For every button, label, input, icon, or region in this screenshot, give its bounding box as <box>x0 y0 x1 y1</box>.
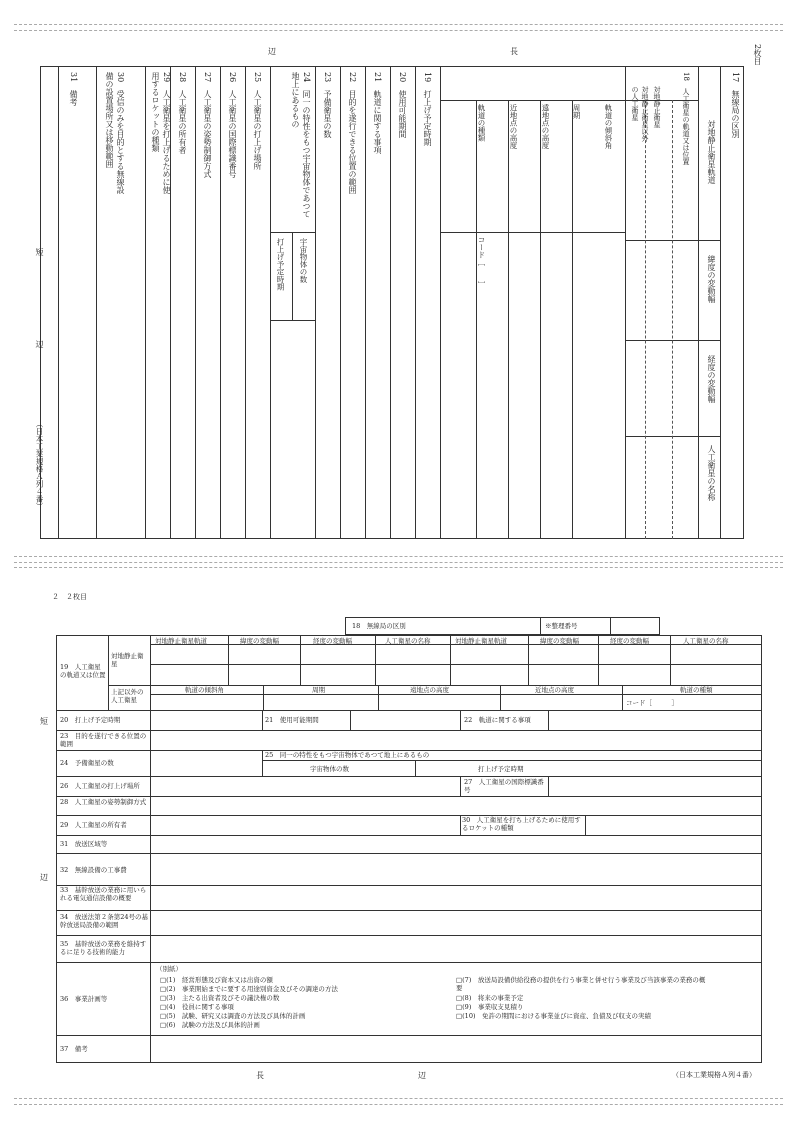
plan-item[interactable]: □(1) 経営形態及び資本又は出資の額 <box>160 976 273 984</box>
page-separator <box>14 24 783 25</box>
row36-label: 36 事業計画等 <box>60 995 108 1003</box>
plan-item[interactable]: □(2) 事業開始までに要する用途別資金及びその調達の方法 <box>160 985 338 993</box>
col-label-29: 29 人工衛星を打上げるために使用するロケットの種類 <box>151 72 171 195</box>
row26-label: 26 人工衛星の打上げ場所 <box>60 782 140 790</box>
geo-header: 経度の変動幅 <box>610 637 649 645</box>
row31-label: 31 放送区域等 <box>60 840 108 848</box>
non-geo-sat-label: 対地静止衛星以外の人工衛星 <box>631 86 649 142</box>
orbit-inclination-label: 軌道の傾斜角 <box>604 104 613 149</box>
row35-label: 35 基幹放送の業務を維持するに足りる技術的能力 <box>60 940 147 956</box>
side-label: 短 <box>40 717 48 726</box>
orbit-header: 周期 <box>312 686 325 694</box>
jis-note: （日本工業規格Ａ列４番） <box>672 1071 756 1079</box>
side-label: 辺 <box>35 340 44 348</box>
row37-label: 37 備考 <box>60 1045 88 1053</box>
geo-sat-label: 対地静止衛星 <box>653 86 661 128</box>
row20-label: 20 打上げ予定時期 <box>60 716 121 724</box>
col-label-24: 24 同一の特性をもつ宇宙物体であつて地上にあるもの <box>291 72 311 219</box>
edge-label: 辺 <box>268 47 276 56</box>
col-label-27: 27 人工衛星の姿勢制御方式 <box>203 72 212 179</box>
launch-time-label: 打上げ予定時期 <box>276 238 285 291</box>
sheet-number: ２ ２枚目 <box>52 593 87 601</box>
row21-label: 21 使用可能期間 <box>265 716 319 724</box>
page-separator <box>14 562 783 563</box>
row22-label: 22 軌道に関する事項 <box>464 716 531 724</box>
edge-label: 長 <box>510 47 518 56</box>
col-label-23: 23 予備衛星の数 <box>323 72 332 139</box>
attachment-label: （別紙） <box>156 965 182 973</box>
geo-header: 人工衛星の名称 <box>683 637 729 645</box>
jis-note: （日本工業規格Ａ列４番） <box>35 420 44 510</box>
code-label: コード［ ］ <box>626 699 678 707</box>
col-label-22: 22 目的を遂行できる位置の範囲 <box>348 72 357 195</box>
page-separator <box>14 1104 783 1105</box>
apogee-label: 遠地点の高度 <box>541 104 550 149</box>
plan-item[interactable]: □(9) 事業収支見積り <box>456 1003 524 1011</box>
col-label-20: 20 使用可能期間 <box>398 72 407 139</box>
page-separator <box>14 567 783 568</box>
plan-item[interactable]: □(4) 役員に関する事項 <box>160 1003 234 1011</box>
plan-item[interactable]: □(3) 主たる出資者及びその議決権の数 <box>160 994 280 1002</box>
orbit-header: 遠地点の高度 <box>410 686 449 694</box>
plan-item[interactable]: □(5) 試験、研究又は調査の方法及び具体的計画 <box>160 1012 306 1020</box>
geo-header: 経度の変動幅 <box>313 637 352 645</box>
col-label-17: 17 無線局の区別 <box>731 72 740 139</box>
col-label-26: 26 人工衛星の国際標識番号 <box>228 72 237 179</box>
col-label-18: 18 人工衛星の軌道又は位置 <box>682 72 690 165</box>
plan-item[interactable]: □(10) 免許の期間における事業並びに資産、負債及び収支の実績 <box>456 1012 651 1020</box>
col-label-31: 31 備考 <box>69 72 78 107</box>
geo-header: 対地静止衛星軌道 <box>155 637 207 645</box>
lat-range-label: 緯度の変動幅 <box>707 255 716 303</box>
page-separator <box>14 556 783 557</box>
geo-header: 緯度の変動幅 <box>240 637 279 645</box>
row25-launch-label: 打上げ予定時期 <box>478 765 524 773</box>
col-label-25: 25 人工衛星の打上げ場所 <box>253 72 262 171</box>
col-label-19: 19 打上げ予定時期 <box>423 72 432 147</box>
col-label-28: 28 人工衛星の所有者 <box>178 72 187 155</box>
geo-header: 対地静止衛星軌道 <box>455 637 507 645</box>
geo-header: 緯度の変動幅 <box>540 637 579 645</box>
page-separator <box>14 1098 783 1099</box>
row34-label: 34 放送法第２条第24号の基幹放送局設備の範囲 <box>60 913 149 929</box>
row33-label: 33 基幹放送の業務に用いられる電気通信設備の概要 <box>60 886 147 902</box>
col-label-30: 30 受信のみを目的とする無線設備の設置場所又は移動範囲 <box>105 72 125 195</box>
row28-label: 28 人工衛星の姿勢制御方式 <box>60 798 147 806</box>
plan-item[interactable]: □(8) 将来の事業予定 <box>456 994 524 1002</box>
row27-label: 27 人工衛星の国際標識番号 <box>464 778 544 794</box>
perigee-label: 近地点の高度 <box>509 104 518 149</box>
row25-count-label: 宇宙物体の数 <box>310 765 349 773</box>
orbit-header: 軌道の傾斜角 <box>185 686 224 694</box>
orbit-header: 近地点の高度 <box>535 686 574 694</box>
same-count-label: 宇宙物体の数 <box>299 238 308 283</box>
orbit-type-label: 軌道の種類 <box>477 104 486 142</box>
side-label: 辺 <box>40 873 48 882</box>
code-label: コード［ ］ <box>477 236 486 289</box>
row30-label: 30 人工衛星を打ち上げるために使用するロケットの種類 <box>462 816 581 832</box>
orbit-header: 軌道の種類 <box>680 686 713 694</box>
plan-item[interactable]: □(7) 放送局設備供給役務の提供を行う事業と併せ行う事業及び当該事業の業務の概要 <box>456 976 706 992</box>
row29-label: 29 人工衛星の所有者 <box>60 821 127 829</box>
row24-label: 24 予備衛星の数 <box>60 759 114 767</box>
orbit-period-label: 周期 <box>572 104 581 119</box>
page-separator <box>14 30 783 31</box>
sat-name-label: 人工衛星の名称 <box>707 445 716 501</box>
row23-label: 23 目的を遂行できる位置の範囲 <box>60 732 147 748</box>
row19-label: 19 人工衛星の軌道又は位置 <box>60 663 106 679</box>
bottom-edge-label: 辺 <box>418 1071 426 1080</box>
non-geo-sat-label: 上記以外の人工衛星 <box>111 688 144 704</box>
bottom-edge-label: 長 <box>256 1071 264 1080</box>
row25-label: 25 同一の特性をもつ宇宙物体であつて地上にあるもの <box>265 751 430 759</box>
side-label: 短 <box>35 248 44 256</box>
lon-range-label: 経度の変動幅 <box>707 355 716 403</box>
geo-orbit-label: 対地静止衛星軌道 <box>707 120 716 184</box>
sheet-number: 2枚目 <box>753 44 762 66</box>
ref-number-label: ※整理番号 <box>545 622 578 630</box>
geo-header: 人工衛星の名称 <box>385 637 431 645</box>
col-label-21: 21 軌道に関する事項 <box>373 72 382 155</box>
row18-label: 18 無線局の区別 <box>352 622 406 630</box>
plan-item[interactable]: □(6) 試験の方法及び具体的計画 <box>160 1021 260 1029</box>
row32-label: 32 無線設備の工事費 <box>60 866 127 874</box>
geo-sat-label: 対地静止衛星 <box>111 652 144 668</box>
